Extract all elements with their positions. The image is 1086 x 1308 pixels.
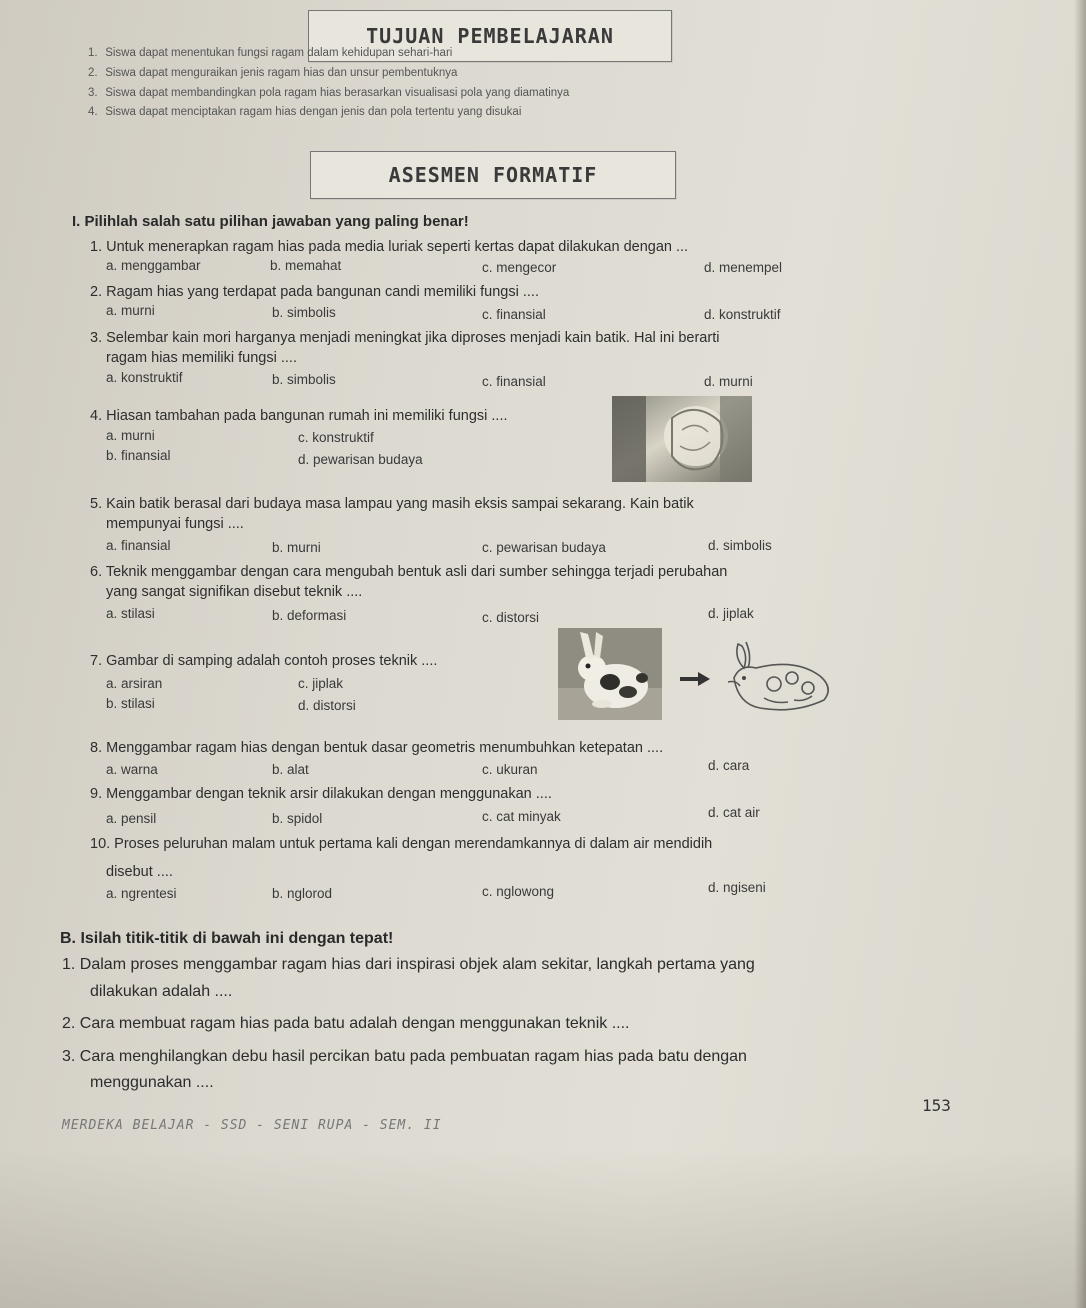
question-stem: 5. Kain batik berasal dari budaya masa lampau yang masih eksis sampai sekarang. Kain batik xyxy=(90,496,694,512)
option-b: b. deformasi xyxy=(272,608,347,623)
option-c: c. cat minyak xyxy=(482,809,561,824)
option-a: a. warna xyxy=(106,762,158,777)
question-stem: 6. Teknik menggambar dengan cara mengubah bentuk asli dari sumber sehingga terjadi perubahan xyxy=(90,564,728,580)
objective-item: 2. Siswa dapat menguraikan jenis ragam hias dan unsur pembentuknya xyxy=(88,67,458,79)
page-footer: MERDEKA BELAJAR - SSD - SENI RUPA - SEM. II xyxy=(62,1118,442,1133)
option-c: c. konstruktif xyxy=(298,430,374,445)
option-a: a. finansial xyxy=(106,538,171,553)
page-number: 153 xyxy=(922,1096,951,1115)
tujuan-title: TUJUAN PEMBELAJARAN xyxy=(366,24,614,48)
option-a: a. stilasi xyxy=(106,606,155,621)
section-a-heading: I. Pilihlah salah satu pilihan jawaban yang paling benar! xyxy=(72,213,469,230)
rabbit-photo xyxy=(558,628,662,720)
option-d: d. cara xyxy=(708,758,750,773)
option-c: c. mengecor xyxy=(482,260,557,275)
stylized-rabbit-drawing xyxy=(724,638,836,721)
option-b: b. murni xyxy=(272,540,321,555)
objective-item: 4. Siswa dapat menciptakan ragam hias dengan jenis dan pola tertentu yang disukai xyxy=(88,106,522,118)
question-stem: 10. Proses peluruhan malam untuk pertama kali dengan merendamkannya di dalam air mendidih xyxy=(90,836,713,852)
asesmen-title: ASESMEN FORMATIF xyxy=(388,163,598,187)
house-ornament-photo xyxy=(612,396,752,482)
option-b: b. memahat xyxy=(270,258,342,273)
option-b: b. stilasi xyxy=(106,696,155,711)
option-c: c. nglowong xyxy=(482,884,555,899)
option-d: d. distorsi xyxy=(298,698,356,713)
option-b: b. spidol xyxy=(272,811,323,826)
essay-question-cont: menggunakan .... xyxy=(90,1074,214,1091)
option-d: d. ngiseni xyxy=(708,880,766,895)
question-stem-cont: disebut .... xyxy=(106,864,173,880)
question-stem: 3. Selembar kain mori harganya menjadi meningkat jika diproses menjadi kain batik. Hal ini berarti xyxy=(90,330,720,346)
option-d: d. menempel xyxy=(704,260,783,275)
option-b: b. finansial xyxy=(106,448,171,463)
question-stem: 2. Ragam hias yang terdapat pada bangunan candi memiliki fungsi .... xyxy=(90,284,539,300)
option-c: c. finansial xyxy=(482,374,546,389)
question-stem: 1. Untuk menerapkan ragam hias pada media luriak seperti kertas dapat dilakukan dengan ... xyxy=(90,239,689,255)
option-b: b. nglorod xyxy=(272,886,333,901)
option-d: d. cat air xyxy=(708,805,760,820)
option-d: d. jiplak xyxy=(708,606,754,621)
option-c: c. finansial xyxy=(482,307,546,322)
asesmen-title-box xyxy=(310,151,676,199)
option-d: d. pewarisan budaya xyxy=(298,452,423,467)
question-stem-cont: ragam hias memiliki fungsi .... xyxy=(106,350,297,366)
essay-question: 1. Dalam proses menggambar ragam hias dari inspirasi objek alam sekitar, langkah pertama yang xyxy=(62,956,755,973)
question-stem-cont: yang sangat signifikan disebut teknik .... xyxy=(106,584,363,600)
option-a: a. menggambar xyxy=(106,258,201,273)
section-b-heading: B. Isilah titik-titik di bawah ini dengan tepat! xyxy=(60,930,394,947)
shadow-overlay xyxy=(0,1148,1086,1308)
option-a: a. murni xyxy=(106,303,155,318)
page-edge-shadow xyxy=(1074,0,1086,1308)
question-stem: 4. Hiasan tambahan pada bangunan rumah ini memiliki fungsi .... xyxy=(90,408,508,424)
essay-question: 2. Cara membuat ragam hias pada batu adalah dengan menggunakan teknik .... xyxy=(62,1015,630,1032)
option-a: a. pensil xyxy=(106,811,157,826)
option-a: a. murni xyxy=(106,428,155,443)
essay-question: 3. Cara menghilangkan debu hasil percikan batu pada pembuatan ragam hias pada batu dengan xyxy=(62,1048,747,1065)
option-a: a. ngrentesi xyxy=(106,886,177,901)
option-b: b. simbolis xyxy=(272,372,336,387)
option-c: c. jiplak xyxy=(298,676,344,691)
arrow-right-icon xyxy=(680,672,710,691)
question-stem: 8. Menggambar ragam hias dengan bentuk dasar geometris menumbuhkan ketepatan .... xyxy=(90,740,664,756)
option-a: a. konstruktif xyxy=(106,370,183,385)
question-stem-cont: mempunyai fungsi .... xyxy=(106,516,244,532)
option-b: b. alat xyxy=(272,762,309,777)
option-b: b. simbolis xyxy=(272,305,336,320)
question-stem: 7. Gambar di samping adalah contoh proses teknik .... xyxy=(90,653,438,669)
option-d: d. murni xyxy=(704,374,753,389)
option-d: d. simbolis xyxy=(708,538,772,553)
option-c: c. distorsi xyxy=(482,610,540,625)
option-d: d. konstruktif xyxy=(704,307,781,322)
objective-item: 3. Siswa dapat membandingkan pola ragam hias berasarkan visualisasi pola yang diamatinya xyxy=(88,87,570,99)
option-c: c. pewarisan budaya xyxy=(482,540,606,555)
objective-item: 1. Siswa dapat menentukan fungsi ragam dalam kehidupan sehari-hari xyxy=(88,47,453,59)
option-c: c. ukuran xyxy=(482,762,538,777)
question-stem: 9. Menggambar dengan teknik arsir dilakukan dengan menggunakan .... xyxy=(90,786,552,802)
option-a: a. arsiran xyxy=(106,676,163,691)
essay-question-cont: dilakukan adalah .... xyxy=(90,983,233,1000)
